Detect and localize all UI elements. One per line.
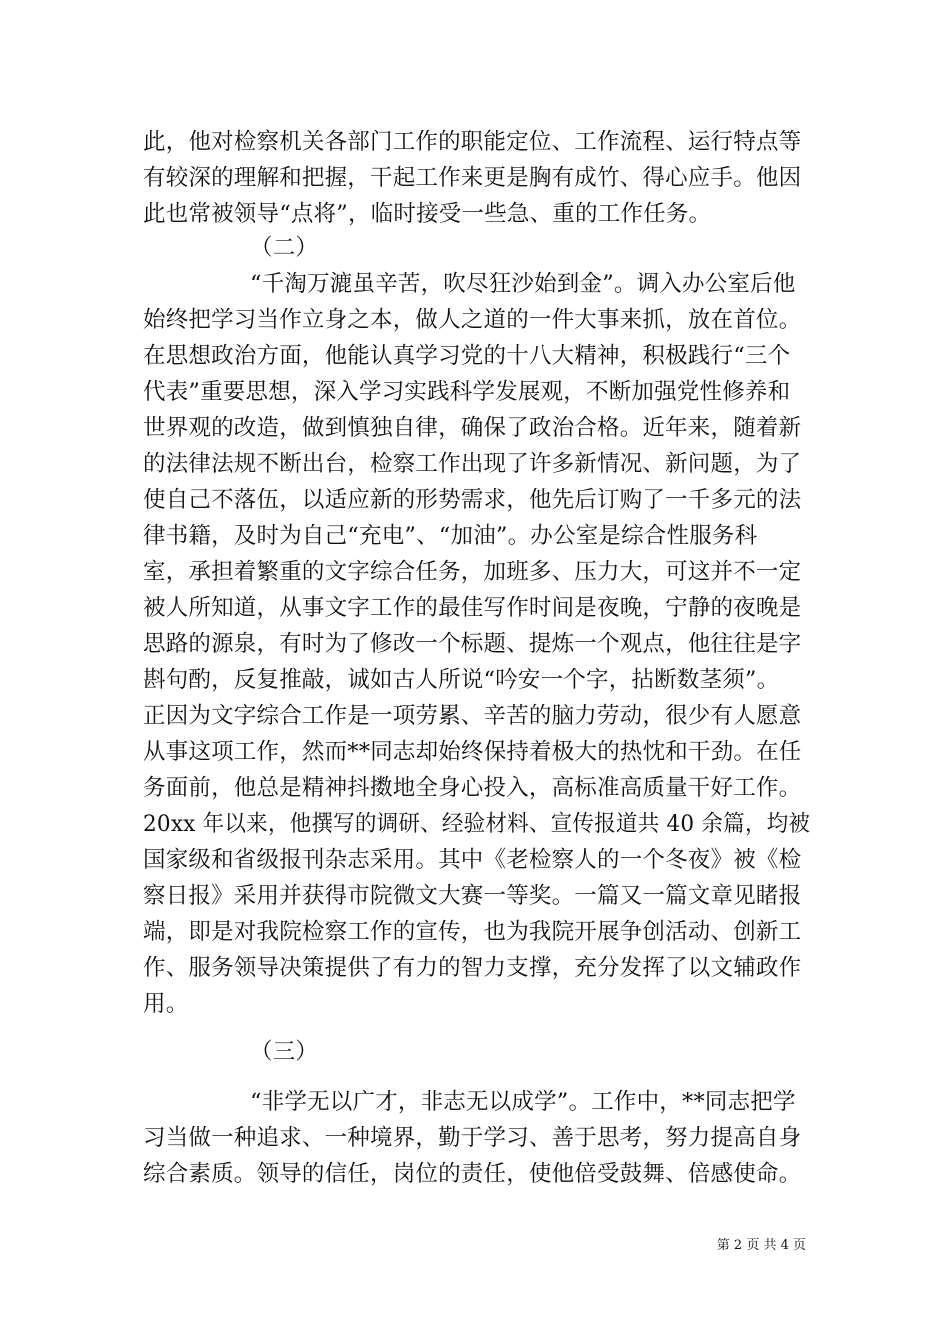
section-heading: （三） (250, 1039, 319, 1065)
text-line: 在思想政治方面，他能认真学习党的十八大精神，积极践行“三个 (143, 343, 791, 369)
text-line: 用。 (143, 991, 189, 1017)
text-line: 始终把学习当作立身之本，做人之道的一件大事来抓，放在首位。 (143, 307, 802, 333)
text-line: “千淘万漉虽辛苦，吹尽狂沙始到金”。调入办公室后他 (250, 271, 796, 297)
text-line: “非学无以广才，非志无以成学”。工作中，**同志把学 (250, 1089, 796, 1115)
text-line: 正因为文字综合工作是一项劳累、辛苦的脑力劳动，很少有人愿意 (143, 703, 802, 729)
page-number-footer: 第 2 页 共 4 页 (716, 1238, 806, 1253)
text-line: 此也常被领导“点将”，临时接受一些急、重的工作任务。 (143, 201, 712, 227)
text-line: 使自己不落伍，以适应新的形势需求，他先后订购了一千多元的法 (143, 487, 802, 513)
text-line: 室，承担着繁重的文字综合任务，加班多、压力大，可这并不一定 (143, 559, 802, 585)
text-line: 代表”重要思想，深入学习实践科学发展观，不断加强党性修养和 (143, 379, 791, 405)
text-line: 斟句酌，反复推敲，诚如古人所说“吟安一个字，拈断数茎须”。 (143, 667, 780, 693)
text-line: 世界观的改造，做到慎独自律，确保了政治合格。近年来，随着新 (143, 415, 802, 441)
section-heading: （二） (250, 235, 319, 261)
text-line: 的法律法规不断出台，检察工作出现了许多新情况、新问题，为了 (143, 451, 802, 477)
text-line: 思路的源泉，有时为了修改一个标题、提炼一个观点，他往往是字 (143, 631, 802, 657)
text-line: 律书籍，及时为自己“充电”、“加油”。办公室是综合性服务科 (143, 523, 758, 549)
text-line: 端，即是对我院检察工作的宣传，也为我院开展争创活动、创新工 (143, 919, 802, 945)
text-line: 综合素质。领导的信任，岗位的责任，使他倍受鼓舞、倍感使命。 (143, 1161, 802, 1187)
text-line: 务面前，他总是精神抖擞地全身心投入，高标准高质量干好工作。 (143, 775, 802, 801)
text-line: 有较深的理解和把握，干起工作来更是胸有成竹、得心应手。他因 (143, 165, 802, 191)
text-line: 20xx 年以来，他撰写的调研、经验材料、宣传报道共 40 余篇，均被 (143, 811, 811, 837)
text-line: 作、服务领导决策提供了有力的智力支撑，充分发挥了以文辅政作 (143, 955, 802, 981)
text-line: 从事这项工作，然而**同志却始终保持着极大的热忱和干劲。在任 (143, 739, 802, 765)
text-line: 习当做一种追求、一种境界，勤于学习、善于思考，努力提高自身 (143, 1125, 802, 1151)
text-line: 此，他对检察机关各部门工作的职能定位、工作流程、运行特点等 (143, 129, 802, 155)
text-line: 国家级和省级报刊杂志采用。其中《老检察人的一个冬夜》被《检 (143, 847, 802, 873)
text-line: 被人所知道，从事文字工作的最佳写作时间是夜晚，宁静的夜晚是 (143, 595, 802, 621)
text-line: 察日报》采用并获得市院微文大赛一等奖。一篇又一篇文章见睹报 (143, 883, 802, 909)
